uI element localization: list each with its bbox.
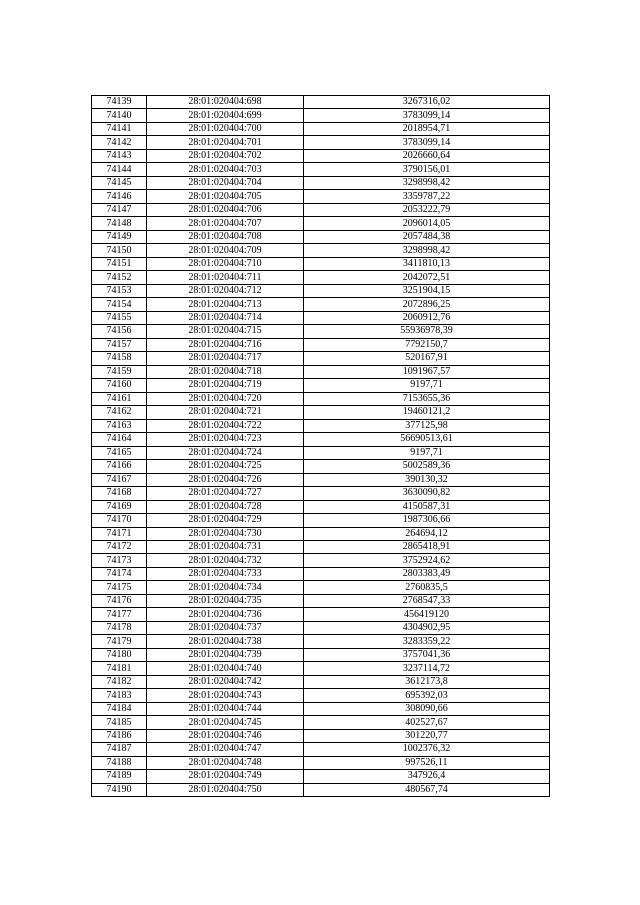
value-cell: 4304902,95 [304,621,550,634]
table-row [92,163,550,176]
cadastral-number-cell: 28:01:020404:709 [147,244,304,257]
value-cell: 2096014,05 [304,217,550,230]
table-row [92,176,550,189]
table-row [92,149,550,162]
value-cell: 3757041,36 [304,648,550,661]
cadastral-number-cell: 28:01:020404:737 [147,621,304,634]
table-row [92,230,550,243]
cadastral-number-cell: 28:01:020404:706 [147,203,304,216]
cadastral-number-cell: 28:01:020404:712 [147,284,304,297]
table-row [92,487,550,500]
value-cell: 695392,03 [304,689,550,702]
table-body [92,96,550,797]
table-row [92,217,550,230]
value-cell: 3298998,42 [304,176,550,189]
cadastral-number-cell: 28:01:020404:707 [147,217,304,230]
cadastral-number-cell: 28:01:020404:702 [147,149,304,162]
row-number-cell: 74148 [92,217,147,230]
table-row [92,298,550,311]
row-number-cell: 74169 [92,500,147,513]
value-cell: 5002589,36 [304,460,550,473]
value-cell: 3267316,02 [304,96,550,109]
value-cell: 56690513,61 [304,433,550,446]
row-number-cell: 74179 [92,635,147,648]
cadastral-number-cell: 28:01:020404:698 [147,96,304,109]
row-number-cell: 74187 [92,743,147,756]
row-number-cell: 74139 [92,96,147,109]
row-number-cell: 74185 [92,716,147,729]
value-cell: 3298998,42 [304,244,550,257]
cadastral-value-table [91,95,550,797]
table-row [92,770,550,783]
row-number-cell: 74174 [92,567,147,580]
row-number-cell: 74163 [92,419,147,432]
cadastral-number-cell: 28:01:020404:740 [147,662,304,675]
cadastral-number-cell: 28:01:020404:750 [147,783,304,796]
cadastral-number-cell: 28:01:020404:719 [147,379,304,392]
value-cell: 2072896,25 [304,298,550,311]
row-number-cell: 74168 [92,487,147,500]
table-row [92,702,550,715]
table-row [92,554,550,567]
row-number-cell: 74147 [92,203,147,216]
value-cell: 4150587,31 [304,500,550,513]
row-number-cell: 74182 [92,675,147,688]
row-number-cell: 74161 [92,392,147,405]
value-cell: 264694,12 [304,527,550,540]
value-cell: 7153655,36 [304,392,550,405]
table-row [92,338,550,351]
table-row [92,689,550,702]
table-row [92,257,550,270]
value-cell: 3783099,14 [304,136,550,149]
cadastral-number-cell: 28:01:020404:747 [147,743,304,756]
row-number-cell: 74184 [92,702,147,715]
table-row [92,567,550,580]
cadastral-number-cell: 28:01:020404:704 [147,176,304,189]
cadastral-number-cell: 28:01:020404:736 [147,608,304,621]
cadastral-number-cell: 28:01:020404:701 [147,136,304,149]
row-number-cell: 74183 [92,689,147,702]
value-cell: 19460121,2 [304,406,550,419]
value-cell: 2803383,49 [304,567,550,580]
cadastral-number-cell: 28:01:020404:710 [147,257,304,270]
value-cell: 3752924,62 [304,554,550,567]
value-cell: 3237114,72 [304,662,550,675]
row-number-cell: 74159 [92,365,147,378]
table-row [92,109,550,122]
cadastral-number-cell: 28:01:020404:723 [147,433,304,446]
cadastral-number-cell: 28:01:020404:746 [147,729,304,742]
value-cell: 7792150,7 [304,338,550,351]
cadastral-number-cell: 28:01:020404:731 [147,540,304,553]
row-number-cell: 74150 [92,244,147,257]
table-row [92,352,550,365]
cadastral-number-cell: 28:01:020404:739 [147,648,304,661]
cadastral-number-cell: 28:01:020404:724 [147,446,304,459]
cadastral-number-cell: 28:01:020404:726 [147,473,304,486]
value-cell: 2053222,79 [304,203,550,216]
value-cell: 9197,71 [304,446,550,459]
cadastral-number-cell: 28:01:020404:708 [147,230,304,243]
row-number-cell: 74178 [92,621,147,634]
value-cell: 301220,77 [304,729,550,742]
row-number-cell: 74149 [92,230,147,243]
table-row [92,460,550,473]
row-number-cell: 74190 [92,783,147,796]
row-number-cell: 74156 [92,325,147,338]
value-cell: 3283359,22 [304,635,550,648]
row-number-cell: 74189 [92,770,147,783]
cadastral-number-cell: 28:01:020404:725 [147,460,304,473]
table-row [92,635,550,648]
table-row [92,244,550,257]
value-cell: 1091967,57 [304,365,550,378]
value-cell: 308090,66 [304,702,550,715]
row-number-cell: 74165 [92,446,147,459]
table-row [92,473,550,486]
value-cell: 390130,32 [304,473,550,486]
table-row [92,500,550,513]
row-number-cell: 74152 [92,271,147,284]
row-number-cell: 74144 [92,163,147,176]
cadastral-number-cell: 28:01:020404:749 [147,770,304,783]
cadastral-number-cell: 28:01:020404:742 [147,675,304,688]
cadastral-number-cell: 28:01:020404:748 [147,756,304,769]
row-number-cell: 74175 [92,581,147,594]
table-row [92,594,550,607]
row-number-cell: 74153 [92,284,147,297]
row-number-cell: 74176 [92,594,147,607]
cadastral-number-cell: 28:01:020404:735 [147,594,304,607]
cadastral-number-cell: 28:01:020404:705 [147,190,304,203]
table-row [92,136,550,149]
row-number-cell: 74143 [92,149,147,162]
value-cell: 520167,91 [304,352,550,365]
table-row [92,392,550,405]
value-cell: 2018954,71 [304,122,550,135]
table-row [92,716,550,729]
table-row [92,527,550,540]
row-number-cell: 74177 [92,608,147,621]
row-number-cell: 74142 [92,136,147,149]
table-row [92,540,550,553]
cadastral-number-cell: 28:01:020404:721 [147,406,304,419]
table-row [92,648,550,661]
value-cell: 1002376,32 [304,743,550,756]
cadastral-number-cell: 28:01:020404:718 [147,365,304,378]
cadastral-number-cell: 28:01:020404:738 [147,635,304,648]
cadastral-number-cell: 28:01:020404:703 [147,163,304,176]
table-row [92,581,550,594]
table-row [92,743,550,756]
table-row [92,284,550,297]
cadastral-number-cell: 28:01:020404:716 [147,338,304,351]
row-number-cell: 74141 [92,122,147,135]
value-cell: 2760835,5 [304,581,550,594]
row-number-cell: 74172 [92,540,147,553]
cadastral-number-cell: 28:01:020404:713 [147,298,304,311]
row-number-cell: 74173 [92,554,147,567]
value-cell: 9197,71 [304,379,550,392]
table-row [92,325,550,338]
value-cell: 347926,4 [304,770,550,783]
row-number-cell: 74181 [92,662,147,675]
cadastral-number-cell: 28:01:020404:733 [147,567,304,580]
table-row [92,96,550,109]
table-row [92,379,550,392]
table-row [92,406,550,419]
row-number-cell: 74151 [92,257,147,270]
value-cell: 997526,11 [304,756,550,769]
cadastral-number-cell: 28:01:020404:727 [147,487,304,500]
table-row [92,122,550,135]
cadastral-number-cell: 28:01:020404:729 [147,514,304,527]
value-cell: 2026660,64 [304,149,550,162]
row-number-cell: 74162 [92,406,147,419]
value-cell: 377125,98 [304,419,550,432]
cadastral-number-cell: 28:01:020404:744 [147,702,304,715]
table-row [92,608,550,621]
cadastral-number-cell: 28:01:020404:717 [147,352,304,365]
row-number-cell: 74140 [92,109,147,122]
row-number-cell: 74158 [92,352,147,365]
cadastral-number-cell: 28:01:020404:732 [147,554,304,567]
value-cell: 2042072,51 [304,271,550,284]
cadastral-number-cell: 28:01:020404:734 [147,581,304,594]
table-row [92,783,550,796]
value-cell: 2057484,38 [304,230,550,243]
row-number-cell: 74164 [92,433,147,446]
table-row [92,621,550,634]
row-number-cell: 74171 [92,527,147,540]
row-number-cell: 74188 [92,756,147,769]
table-row [92,514,550,527]
value-cell: 3359787,22 [304,190,550,203]
table-row [92,756,550,769]
row-number-cell: 74145 [92,176,147,189]
table-row [92,446,550,459]
cadastral-number-cell: 28:01:020404:714 [147,311,304,324]
table-row [92,662,550,675]
value-cell: 2865418,91 [304,540,550,553]
cadastral-number-cell: 28:01:020404:720 [147,392,304,405]
table-row [92,365,550,378]
table-row [92,675,550,688]
cadastral-number-cell: 28:01:020404:743 [147,689,304,702]
row-number-cell: 74186 [92,729,147,742]
value-cell: 3630090,82 [304,487,550,500]
cadastral-number-cell: 28:01:020404:728 [147,500,304,513]
value-cell: 456419120 [304,608,550,621]
value-cell: 3411810,13 [304,257,550,270]
table-row [92,419,550,432]
row-number-cell: 74166 [92,460,147,473]
value-cell: 480567,74 [304,783,550,796]
value-cell: 402527,67 [304,716,550,729]
value-cell: 55936978,39 [304,325,550,338]
value-cell: 3783099,14 [304,109,550,122]
cadastral-number-cell: 28:01:020404:715 [147,325,304,338]
cadastral-number-cell: 28:01:020404:711 [147,271,304,284]
table-row [92,433,550,446]
value-cell: 2768547,33 [304,594,550,607]
row-number-cell: 74170 [92,514,147,527]
row-number-cell: 74155 [92,311,147,324]
table-row [92,203,550,216]
value-cell: 1987306,66 [304,514,550,527]
value-cell: 3251904,15 [304,284,550,297]
table-row [92,311,550,324]
cadastral-number-cell: 28:01:020404:745 [147,716,304,729]
table-row [92,729,550,742]
table-row [92,271,550,284]
row-number-cell: 74167 [92,473,147,486]
cadastral-number-cell: 28:01:020404:699 [147,109,304,122]
row-number-cell: 74180 [92,648,147,661]
row-number-cell: 74157 [92,338,147,351]
cadastral-number-cell: 28:01:020404:700 [147,122,304,135]
row-number-cell: 74146 [92,190,147,203]
value-cell: 3612173,8 [304,675,550,688]
row-number-cell: 74160 [92,379,147,392]
value-cell: 3790156,01 [304,163,550,176]
value-cell: 2060912,76 [304,311,550,324]
cadastral-number-cell: 28:01:020404:722 [147,419,304,432]
table-row [92,190,550,203]
cadastral-number-cell: 28:01:020404:730 [147,527,304,540]
row-number-cell: 74154 [92,298,147,311]
